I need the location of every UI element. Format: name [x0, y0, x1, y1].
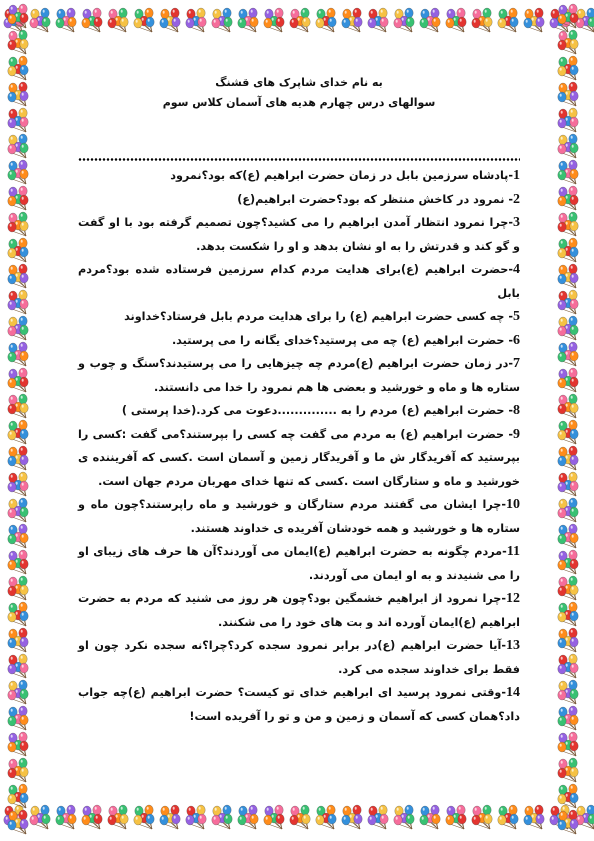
balloon-bunch-icon	[8, 576, 28, 600]
page-subtitle: سوالهای درس چهارم هدیه های آسمان کلاس سوم	[162, 96, 436, 109]
balloon-bunch-icon	[8, 654, 28, 678]
balloon-bunch-icon	[498, 8, 518, 32]
question-text: -در زمان حضرت ابراهیم (ع)مردم چه چیزهایی را می پرستیدند؟سنگ و چوب و ستاره ها و ماه و خورشید و بعضی ها هم نمرود را خدا می دانستند.	[78, 357, 520, 394]
question-number: 7	[513, 356, 520, 371]
balloon-bunch-icon	[524, 8, 544, 32]
question-item	[78, 399, 520, 423]
balloon-bunch-icon	[56, 805, 76, 829]
balloon-bunch-icon	[8, 238, 28, 262]
balloon-bunch-icon	[8, 680, 28, 704]
balloon-bunch-icon	[558, 524, 578, 548]
balloon-bunch-icon	[160, 805, 180, 829]
balloon-bunch-icon	[8, 56, 28, 80]
question-item	[78, 164, 520, 188]
balloon-bunch-icon	[558, 368, 578, 392]
balloon-bunch-icon	[558, 212, 578, 236]
page-title: به نام خدای شاپرک های قشنگ	[215, 76, 383, 89]
question-number: 6	[513, 332, 520, 348]
balloon-bunch-icon	[8, 472, 28, 496]
balloon-bunch-icon	[8, 446, 28, 470]
balloon-bunch-icon	[186, 805, 206, 829]
balloon-bunch-icon	[8, 368, 28, 392]
question-text: -آیا حضرت ابراهیم (ع)در برابر نمرود سجده کرد؟چرا؟نه سجده نکرد چون او فقط برای خداوند سجده می کرد.	[78, 639, 520, 676]
balloon-bunch-icon	[8, 758, 28, 782]
balloon-border-right	[550, 0, 594, 841]
balloon-bunch-icon	[134, 805, 154, 829]
balloon-bunch-icon	[8, 212, 28, 236]
balloon-bunch-icon	[8, 524, 28, 548]
balloon-bunch-icon	[108, 805, 128, 829]
question-text: - حضرت ابراهیم (ع) چه می پرستید؟خدای یگانه را می پرستید.	[171, 333, 513, 347]
balloon-bunch-icon	[472, 805, 492, 829]
balloon-bunch-icon	[446, 805, 466, 829]
balloon-bunch-icon	[238, 805, 258, 829]
balloon-bunch-icon	[160, 8, 180, 32]
question-list	[78, 164, 520, 728]
balloon-bunch-icon	[558, 134, 578, 158]
balloon-bunch-icon	[82, 8, 102, 32]
balloon-bunch-icon	[8, 810, 28, 834]
balloon-bunch-icon	[472, 8, 492, 32]
question-text: - حضرت ابراهیم (ع) به مردم می گفت چه کسی را بپرستند؟می گفت :کسی را بپرستید که آفریدگار ش ما و آفریدگار زمین و آسمان است .کسی که آفریننده ی خورشید و ماه و ستارگان است .کسی که تنها خدای مهربان مردم جهان است.	[78, 427, 520, 488]
balloon-border-top	[0, 0, 594, 44]
balloon-bunch-icon	[8, 82, 28, 106]
balloon-bunch-icon	[558, 108, 578, 132]
balloon-bunch-icon	[8, 186, 28, 210]
balloon-bunch-icon	[524, 805, 544, 829]
balloon-bunch-icon	[558, 4, 578, 28]
balloon-bunch-icon	[212, 8, 232, 32]
question-number: 3	[513, 215, 520, 230]
balloon-bunch-icon	[558, 238, 578, 262]
balloon-bunch-icon	[558, 498, 578, 522]
balloon-bunch-icon	[8, 264, 28, 288]
question-number: 10	[506, 497, 520, 512]
balloon-bunch-icon	[290, 805, 310, 829]
balloon-bunch-icon	[8, 394, 28, 418]
question-text: - چه کسی حضرت ابراهیم (ع) را برای هدایت مردم بابل فرستاد؟خداوند	[124, 310, 513, 323]
balloon-bunch-icon	[394, 805, 414, 829]
question-number: 12	[506, 591, 520, 606]
balloon-bunch-icon	[342, 805, 362, 829]
question-text: -وقتی نمرود پرسید ای ابراهیم خدای تو کیست؟ حضرت ابراهیم (ع)چه جواب داد؟همان کسی که آسمان و زمین و من و تو را آفریده است!	[78, 686, 520, 723]
balloon-bunch-icon	[558, 706, 578, 730]
balloon-bunch-icon	[558, 56, 578, 80]
question-number: 14	[506, 685, 520, 700]
balloon-bunch-icon	[420, 8, 440, 32]
dotted-divider	[78, 157, 520, 162]
balloon-bunch-icon	[8, 316, 28, 340]
balloon-bunch-icon	[368, 8, 388, 32]
balloon-bunch-icon	[420, 805, 440, 829]
balloon-bunch-icon	[558, 680, 578, 704]
balloon-bunch-icon	[558, 810, 578, 834]
question-text: -حضرت ابراهیم (ع)برای هدایت مردم کدام سرزمین فرستاده شده بود؟مردم بابل	[78, 263, 520, 300]
balloon-bunch-icon	[290, 8, 310, 32]
balloon-bunch-icon	[8, 550, 28, 574]
balloon-bunch-icon	[56, 8, 76, 32]
balloon-bunch-icon	[8, 160, 28, 184]
question-number: 9	[513, 426, 520, 442]
balloon-bunch-icon	[108, 8, 128, 32]
balloon-bunch-icon	[558, 290, 578, 314]
balloon-bunch-icon	[558, 446, 578, 470]
balloon-bunch-icon	[368, 805, 388, 829]
question-item	[78, 329, 520, 353]
balloon-bunch-icon	[8, 628, 28, 652]
balloon-bunch-icon	[8, 134, 28, 158]
balloon-bunch-icon	[558, 472, 578, 496]
balloon-bunch-icon	[558, 82, 578, 106]
balloon-bunch-icon	[316, 8, 336, 32]
balloon-bunch-icon	[446, 8, 466, 32]
question-text: -چرا نمرود انتظار آمدن ابراهیم را می کشید؟چون تصمیم گرفته بود با او گفت و گو کند و قدرتش را به او نشان بدهد و او را شکست بدهد.	[78, 216, 520, 253]
question-number: 8	[513, 403, 520, 418]
question-text: -چرا ایشان می گفتند مردم ستارگان و خورشید و ماه راپرستند؟چون ماه و ستاره ها و خورشید و همه خودشان آفریده ی خداوند هستند.	[78, 498, 520, 535]
balloon-bunch-icon	[8, 108, 28, 132]
question-item	[78, 423, 520, 494]
balloon-bunch-icon	[8, 602, 28, 626]
balloon-bunch-icon	[558, 576, 578, 600]
balloon-bunch-icon	[8, 732, 28, 756]
balloon-bunch-icon	[8, 420, 28, 444]
question-item	[78, 493, 520, 540]
balloon-bunch-icon	[134, 8, 154, 32]
question-text: -مردم چگونه به حضرت ابراهیم (ع)ایمان می آوردند؟آن ها حرف های زیبای او را می شنیدند و به او ایمان می آوردند.	[78, 545, 520, 582]
balloon-bunch-icon	[558, 654, 578, 678]
balloon-bunch-icon	[394, 8, 414, 32]
balloon-bunch-icon	[558, 394, 578, 418]
balloon-bunch-icon	[558, 30, 578, 54]
question-item	[78, 681, 520, 728]
balloon-bunch-icon	[558, 784, 578, 808]
question-item	[78, 188, 520, 212]
question-item	[78, 587, 520, 634]
balloon-bunch-icon	[558, 758, 578, 782]
question-text: -پادشاه سرزمین بابل در زمان حضرت ابراهیم (ع)که بود؟نمرود	[170, 169, 513, 182]
balloon-bunch-icon	[558, 602, 578, 626]
question-item	[78, 211, 520, 258]
balloon-bunch-icon	[558, 342, 578, 366]
balloon-bunch-icon	[558, 550, 578, 574]
question-text: - نمرود در کاخش منتظر که بود؟حضرت ابراهیم(ع)	[237, 192, 513, 206]
question-item	[78, 540, 520, 587]
balloon-bunch-icon	[8, 498, 28, 522]
question-item	[78, 352, 520, 399]
balloon-bunch-icon	[238, 8, 258, 32]
balloon-bunch-icon	[8, 342, 28, 366]
balloon-bunch-icon	[558, 732, 578, 756]
balloon-bunch-icon	[558, 628, 578, 652]
balloon-border-left	[0, 0, 44, 841]
question-text: - حضرت ابراهیم (ع) مردم را به ..............دعوت می کرد.(خدا پرستی )	[121, 404, 513, 417]
balloon-bunch-icon	[8, 30, 28, 54]
question-number: 11	[506, 544, 520, 559]
balloon-bunch-icon	[316, 805, 336, 829]
balloon-bunch-icon	[558, 160, 578, 184]
question-number: 1	[513, 168, 520, 183]
question-item	[78, 258, 520, 305]
balloon-border-bottom	[0, 797, 594, 841]
question-number: 5	[513, 309, 520, 324]
question-number: 2	[513, 191, 520, 207]
question-item	[78, 634, 520, 681]
balloon-bunch-icon	[498, 805, 518, 829]
balloon-bunch-icon	[342, 8, 362, 32]
question-number: 4	[513, 262, 520, 277]
balloon-bunch-icon	[212, 805, 232, 829]
balloon-bunch-icon	[8, 706, 28, 730]
balloon-bunch-icon	[558, 316, 578, 340]
worksheet	[78, 70, 520, 728]
balloon-bunch-icon	[8, 4, 28, 28]
balloon-bunch-icon	[264, 805, 284, 829]
question-item	[78, 305, 520, 329]
balloon-bunch-icon	[264, 8, 284, 32]
balloon-bunch-icon	[558, 186, 578, 210]
question-text: -چرا نمرود از ابراهیم خشمگین بود؟چون هر روز می شنید که مردم به حضرت ابراهیم (ع)ایمان آورده اند و بت های خود را می شکنند.	[78, 592, 520, 629]
balloon-bunch-icon	[186, 8, 206, 32]
balloon-bunch-icon	[558, 264, 578, 288]
balloon-bunch-icon	[8, 290, 28, 314]
balloon-bunch-icon	[558, 420, 578, 444]
question-number: 13	[506, 638, 520, 653]
balloon-bunch-icon	[82, 805, 102, 829]
balloon-bunch-icon	[8, 784, 28, 808]
